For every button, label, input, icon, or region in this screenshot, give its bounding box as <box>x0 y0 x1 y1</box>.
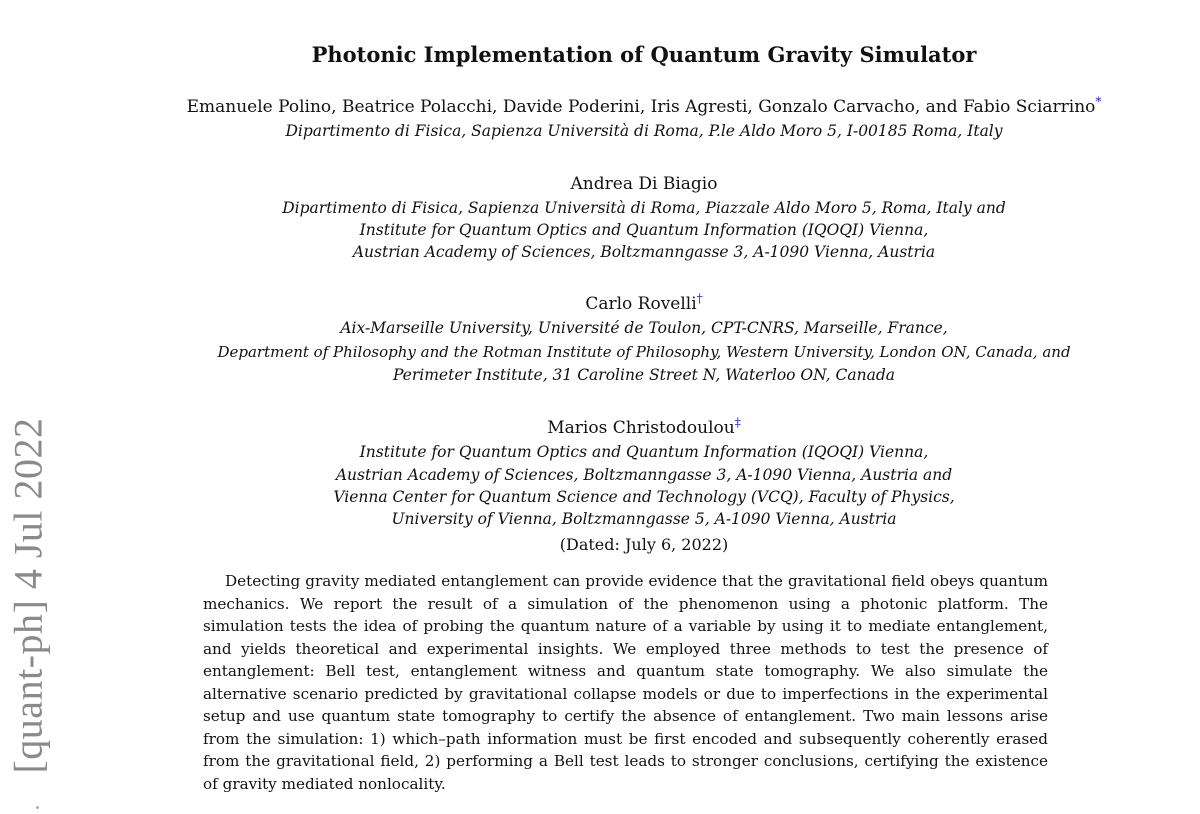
author-names: Marios Christodoulou <box>547 418 735 438</box>
affiliation-line: Vienna Center for Quantum Science and Technology (VCQ), Faculty of Physics, <box>333 488 955 506</box>
footnote-mark[interactable]: † <box>696 291 703 306</box>
affiliation-line: Department of Philosophy and the Rotman Institute of Philosophy, Western University, London ON, Canada, and <box>217 343 1071 361</box>
affiliation-line: Institute for Quantum Optics and Quantum Information (IQOQI) Vienna, <box>359 221 929 239</box>
affiliation-line: Dipartimento di Fisica, Sapienza Università di Roma, P.le Aldo Moro 5, I-00185 Roma, Italy <box>285 122 1003 140</box>
paper-title: Photonic Implementation of Quantum Gravity Simulator <box>311 42 977 67</box>
affiliation-line: University of Vienna, Boltzmanngasse 5, A-1090 Vienna, Austria <box>391 510 897 528</box>
stamp-dot <box>36 806 39 809</box>
footnote-mark[interactable]: ‡ <box>734 415 741 430</box>
author-line-group-4 <box>120 415 1168 438</box>
affiliation-line: Austrian Academy of Sciences, Boltzmanngasse 3, A-1090 Vienna, Austria <box>352 243 936 261</box>
affiliation-line: Institute for Quantum Optics and Quantum Information (IQOQI) Vienna, <box>359 443 929 461</box>
affiliation-line: Perimeter Institute, 31 Caroline Street N, Waterloo ON, Canada <box>392 366 896 384</box>
affiliation-line: Aix-Marseille University, Université de Toulon, CPT-CNRS, Marseille, France, <box>340 319 948 337</box>
abstract: Detecting gravity mediated entanglement can provide evidence that the gravitational field obeys quantum mechanics. We report the result of a simulation of the phenomenon using a photonic platform. The simulation tests the idea of probing the quantum nature of a variable by using it to mediate entanglement, and yields theoretical and experimental insights. We employed three methods to test the presence of entanglement: Bell test, entanglement witness and quantum state tomography. We also simulate the alternative scenario predicted by gravitational collapse models or due to imperfections in the experimental setup and use quantum state tomography to certify the absence of entanglement. Two main lessons arise from the simulation: 1) which–path information must be first encoded and subsequently coherently erased from the gravitational field, 2) performing a Bell test leads to stronger conclusions, certifying the existence of gravity mediated nonlocality. <box>203 572 1048 793</box>
dated-line: (Dated: July 6, 2022) <box>559 535 729 554</box>
arxiv-stamp-text: [quant-ph] 4 Jul 2022 <box>5 416 51 774</box>
author-names: Andrea Di Biagio <box>570 174 718 194</box>
author-names: Emanuele Polino, Beatrice Polacchi, Davide Poderini, Iris Agresti, Gonzalo Carvacho, and Fabio Sciarrino <box>186 97 1096 117</box>
affiliation-line: Austrian Academy of Sciences, Boltzmanngasse 3, A-1090 Vienna, Austria and <box>335 466 953 484</box>
author-line-group-3 <box>120 291 1168 314</box>
author-line-group-1 <box>120 94 1168 117</box>
author-names: Carlo Rovelli <box>585 294 697 314</box>
affiliation-line: Dipartimento di Fisica, Sapienza Università di Roma, Piazzale Aldo Moro 5, Roma, Italy and <box>282 199 1006 217</box>
footnote-mark[interactable]: * <box>1095 94 1102 109</box>
author-line-group-2 <box>120 174 1168 194</box>
arxiv-side-stamp <box>2 400 54 790</box>
